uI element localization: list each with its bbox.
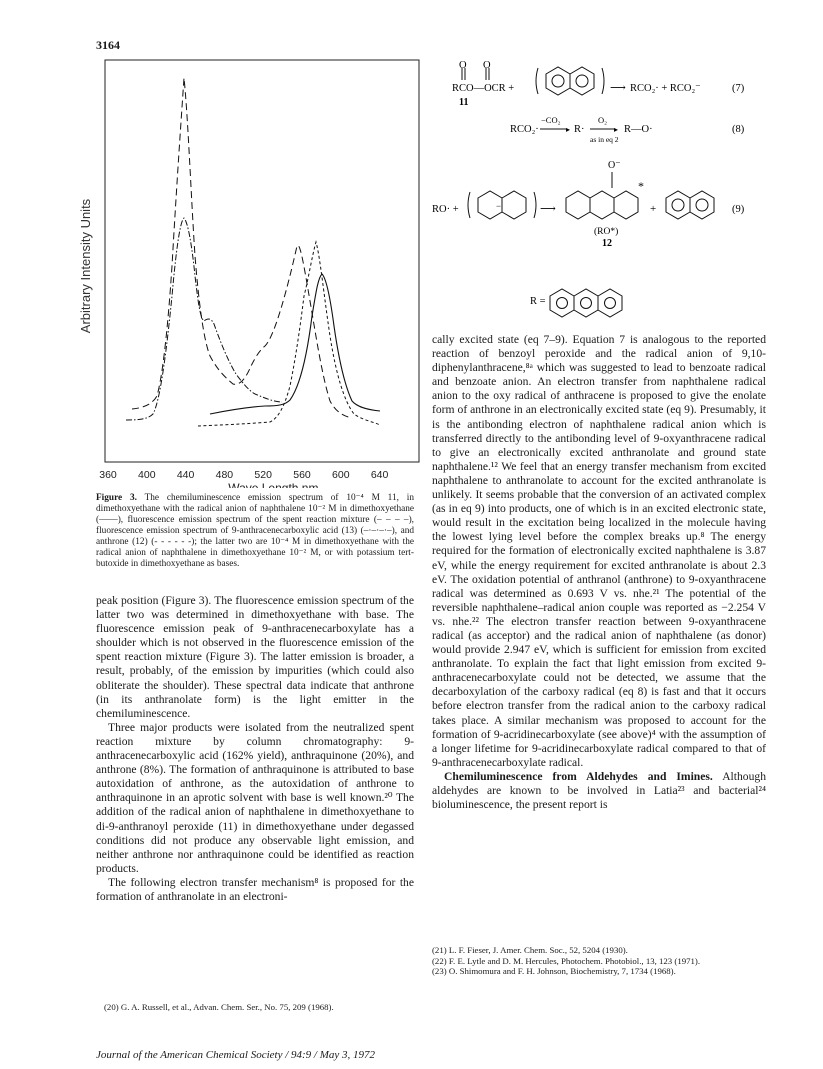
eq8-number: (8) bbox=[732, 124, 745, 135]
y-axis-label: Arbitrary Intensity Units bbox=[78, 198, 93, 334]
figure-3 bbox=[60, 56, 430, 488]
eq7-arrow: ⟶ bbox=[610, 82, 626, 94]
eq7-products: RCO₂· + RCO₂⁻ bbox=[630, 83, 701, 94]
equation-block bbox=[426, 28, 776, 332]
footnote-21: (21) L. F. Fieser, J. Amer. Chem. Soc., 52, 5204 (1930). bbox=[432, 945, 628, 955]
eq8-rhs: R—O· bbox=[624, 124, 653, 135]
left-paragraph-1: peak position (Figure 3). The fluorescence emission spectrum of the latter two was determined in dimethoxyethane with base. The fluorescence emission peak of 9-anthracenecarboxylate has a shoulder which is not observed in the fluorescence emission of the spent reaction mixture (Figure 3). The latter emission is broader, a result, probably, of the emission by impurities (which could also obliterate the shoulder). These spectral data indicate that anthrone (in its anthranolate form) is the light emitter in the chemiluminescence. bbox=[96, 594, 414, 720]
eq8-arrow2-head: ▸ bbox=[614, 125, 619, 134]
eq8-arrow2-top: O₂ bbox=[598, 115, 608, 125]
x-tick-label: 360 bbox=[99, 469, 117, 481]
peroxide-oxygen-1: O bbox=[459, 60, 467, 71]
naphthalene-anion-2 bbox=[468, 191, 536, 219]
r-definition: R = bbox=[530, 296, 546, 307]
anthryl-structure bbox=[550, 289, 622, 317]
right-paragraph-1: cally excited state (eq 7–9). Equation 7 is analogous to the reported reaction of benzoyl peroxide and the radical anion of 9,10-diphenylanthracene,⁸ᵃ which was suggested to lead to benzoate radical and benzoate anion. An electron transfer from naphthalene radical anion to the oxy radical of anthracene is proposed to give the enolate form of anthrone in an electronically excited state (eq 9). Presumably, it is the antibonding electron of naphthalene radical anion which is transferred directly to the antibonding level of 9-oxyanthracene radical to give an electronically excited anthranolate and ground state naphthalene.¹² We feel that an energy transfer mechanism from excited naphthalene to anthranolate to account for the excited anthranolate is unlikely. It seems probable that the conversion of an activated complex (as in eq 9) into products, one of which is in an excited electronic state, would result in the excitation being localized in the molecule having the lowest lying level before the complex breaks up.⁸ The energy required for the formation of electronically excited naphthalene is 3.87 eV, while the energy requirement for excited anthranolate is about 2.3 eV. The oxidation potential of anthranol (anthrone) to 9-oxyanthracene radical was determined as 0.693 V vs. nhe.²¹ The potential of the reversible naphthalene–radical anion couple was reported as −2.254 V vs. nhe.²² The electron transfer reaction between 9-oxyanthracene radical (as acceptor) and the radical anion of naphthalene (as donor) would provide 2.947 eV, which is sufficient for emission from excited anthranolate. To explain the fact that light emission from excited 9-anthracenecarboxylate could not be detected, we assume that the decarboxylation of the carboxy radical (eq 8) is fast and that it occurs before electron transfer from the radical anion to the carboxy radical takes place. A similar mechanism was proposed to account for the formation of 9-acridinecarboxylate (see above)⁴ with the assumption of a longer lifetime for 9-acridinecarboxylate radical compared to that of 9-anthracenecarboxylate radical. bbox=[432, 333, 766, 769]
plot-frame bbox=[105, 60, 419, 462]
anion-sign: − bbox=[496, 201, 502, 211]
x-tick-label: 560 bbox=[293, 469, 311, 481]
curve-anthrone bbox=[198, 242, 380, 426]
peroxide-oxygen-2: O bbox=[483, 60, 491, 71]
spectrum-chart bbox=[60, 56, 430, 488]
section-heading: Chemiluminescence from Aldehydes and Imines. bbox=[444, 769, 713, 783]
figure-caption-label: Figure 3. bbox=[96, 493, 137, 503]
section-text: Although aldehydes are known to be involved in Latia²³ and bacterial²⁴ bioluminescence, the present report is bbox=[432, 769, 766, 812]
page-number: 3164 bbox=[96, 38, 120, 52]
eq9-label: 12 bbox=[602, 238, 612, 249]
eq8-mid: R· bbox=[574, 124, 585, 135]
footnote-20: (20) G. A. Russell, et al., Advan. Chem. Ser., No. 75, 209 (1968). bbox=[104, 1002, 334, 1012]
eq9-top-label: O⁻ bbox=[608, 160, 621, 171]
footnote-22: (22) F. E. Lytle and D. M. Hercules, Photochem. Photobiol., 13, 123 (1971). bbox=[432, 955, 701, 966]
eq8-arrow1-head: ▸ bbox=[566, 125, 571, 134]
excited-state-mark: * bbox=[638, 179, 644, 193]
curve-spent-reaction-mixture bbox=[132, 78, 352, 418]
x-axis-label: Wave Length nm. bbox=[228, 481, 322, 488]
eq8-arrow2-bottom: as in eq 2 bbox=[590, 135, 619, 144]
left-paragraph-2: Three major products were isolated from the neutralized spent reaction mixture by column chromatography: 9-anthracenecarboxylic acid (162% yield), anthraquinone (20%), and anthrone (8%). The formation of anthraquinone is attributed to base autoxidation of anthrone, as the autoxidation of anthrone to anthraquinone in an aprotic solvent with base is well known.²⁰ The addition of the radical anion of naphthalene in dimethoxyethane to di-9-anthranoyl peroxide (11) in dimethoxyethane under degassed conditions did not produce any observable light emission, and neither anthrone nor anthraquinone could be identified as reaction products. bbox=[96, 720, 414, 875]
eq9-number: (9) bbox=[732, 204, 745, 215]
x-tick-label: 520 bbox=[254, 469, 272, 481]
figure-caption-text: The chemiluminescence emission spectrum of 10⁻⁴ M 11, in dimethoxyethane with the radical anion of naphthalene 10⁻² M in dimethoxyethane (——), fluorescence emission spectrum of the spent reaction mixture (– – – –), fluorescence emission spectrum of 9-anthracenecarboxylic acid (13) (–·–·–·–), and anthrone (12) (- - - - - -); the latter two are 10⁻⁴ M in dimethoxyethane with the radical anion of naphthalene in dimethoxyethane 10⁻² M, or with potassium tert-butoxide in dimethoxyethane as bases. bbox=[96, 493, 414, 569]
eq7-number: (7) bbox=[732, 83, 745, 94]
footnotes-left bbox=[104, 1002, 404, 1013]
right-column bbox=[432, 333, 766, 812]
oxyanthracene-structure bbox=[566, 191, 638, 219]
x-tick-label: 640 bbox=[370, 469, 389, 481]
eq9-arrow: ⟶ bbox=[540, 203, 556, 215]
eq8-arrow1-label: −CO₂ bbox=[541, 115, 561, 125]
footnote-23: (23) O. Shimomura and F. H. Johnson, Biochemistry, 7, 1734 (1968). bbox=[432, 966, 676, 977]
eq7-lhs: RCO—OCR + bbox=[452, 83, 515, 94]
x-ticks bbox=[99, 469, 388, 481]
eq9-ro-label: (RO*) bbox=[594, 227, 619, 237]
equations-svg bbox=[426, 28, 776, 332]
naphthalene-anion-1 bbox=[536, 67, 604, 95]
naphthalene-product bbox=[666, 191, 714, 219]
section-paragraph bbox=[432, 770, 766, 812]
eq9-plus: + bbox=[650, 203, 657, 215]
curve-chemiluminescence bbox=[210, 274, 380, 414]
footnotes-right bbox=[432, 945, 762, 977]
left-paragraph-3: The following electron transfer mechanism⁸ is proposed for the formation of anthranolate in an electroni- bbox=[96, 875, 414, 903]
x-tick-label: 440 bbox=[176, 469, 195, 481]
eq7-label: 11 bbox=[459, 97, 469, 108]
curve-9-anthracenecarboxylic-acid bbox=[126, 218, 282, 420]
journal-footer: Journal of the American Chemical Society / 94:9 / May 3, 1972 bbox=[96, 1049, 376, 1061]
x-tick-label: 600 bbox=[332, 469, 350, 481]
figure-caption bbox=[96, 493, 414, 570]
left-column bbox=[96, 594, 414, 904]
x-tick-label: 400 bbox=[138, 469, 156, 481]
eq9-lhs: RO· + bbox=[432, 204, 459, 215]
x-tick-label: 480 bbox=[215, 469, 234, 481]
eq8-lhs: RCO₂· bbox=[510, 124, 539, 135]
